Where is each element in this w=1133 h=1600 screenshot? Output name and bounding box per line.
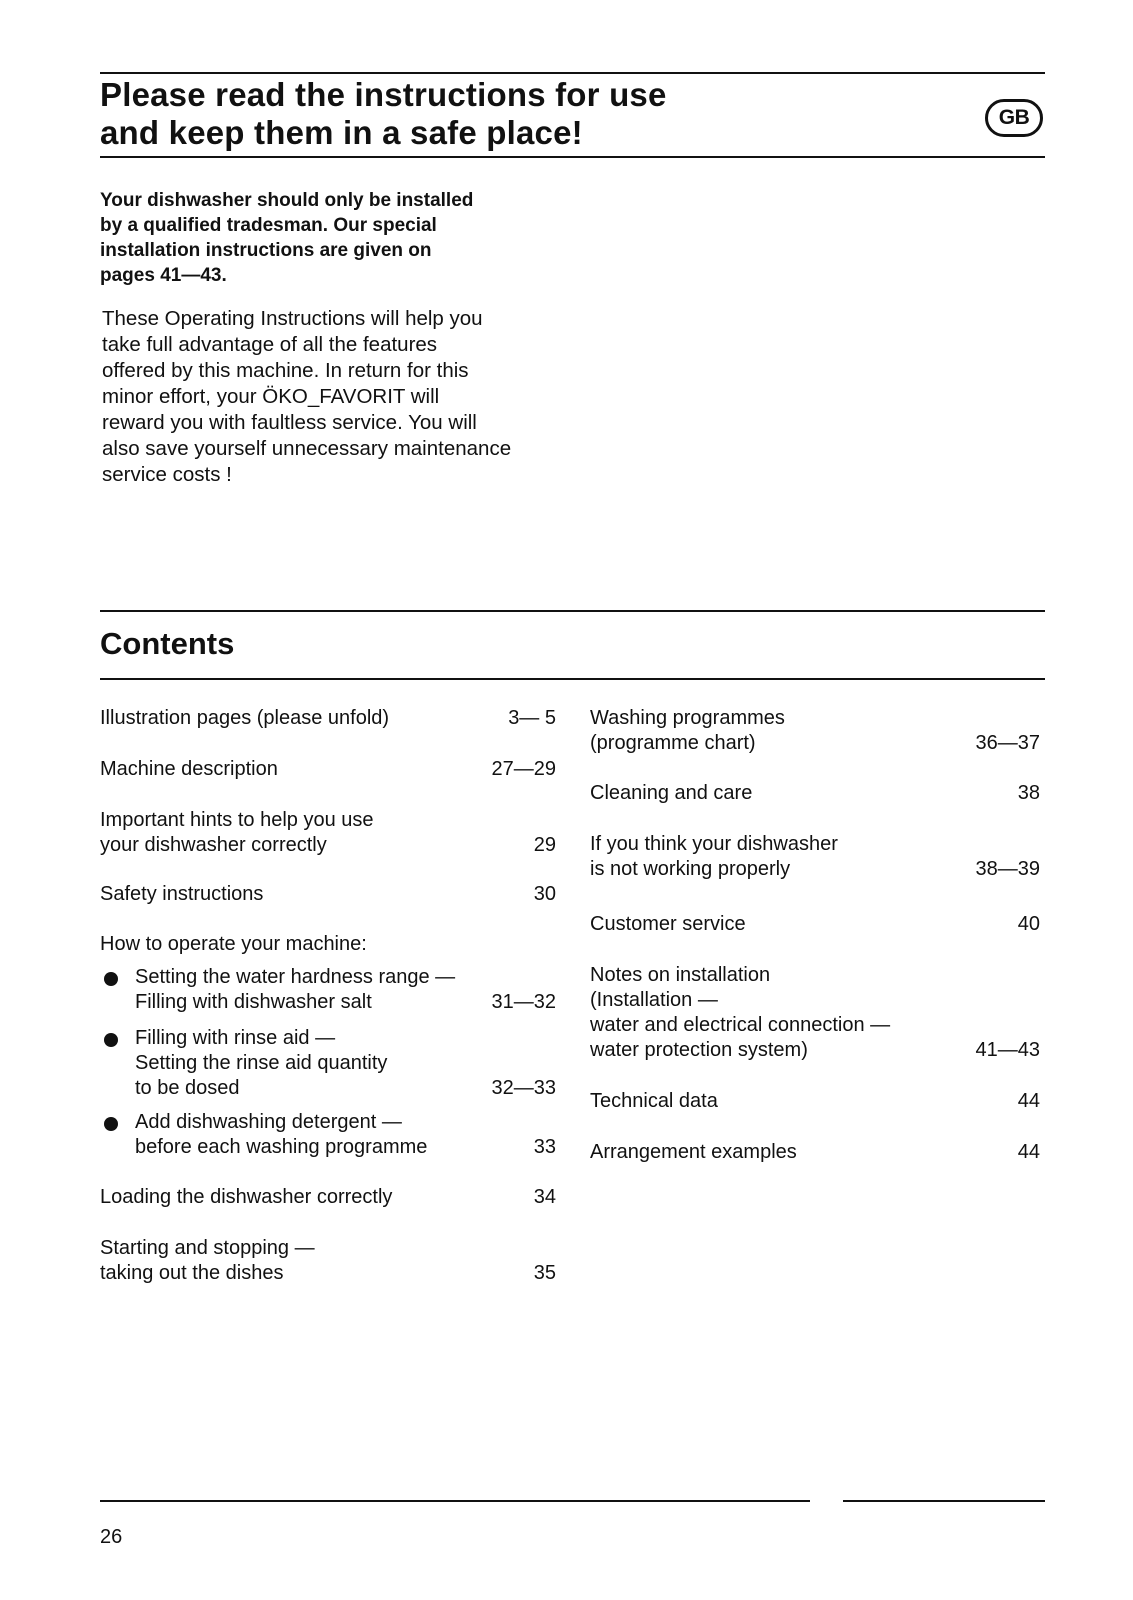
toc-entry-page: 31—32 <box>491 991 556 1013</box>
toc-entry-page: 38—39 <box>975 858 1040 880</box>
toc-entry-page: 30 <box>533 883 556 905</box>
installation-note: Your dishwasher should only be installed by a qualified tradesman. Our special installation instructions are given on pages 41—43. <box>100 190 474 286</box>
toc-entry <box>590 1089 1040 1114</box>
toc-entry <box>590 963 1040 1063</box>
toc-entry-page: 44 <box>1017 1090 1040 1112</box>
toc-entry <box>135 965 556 1015</box>
toc-entry <box>590 1140 1040 1165</box>
toc-entry-page: 33 <box>533 1136 556 1158</box>
toc-entry <box>100 808 556 858</box>
footer-rule-right <box>843 1500 1045 1502</box>
toc-entry-text: Safety instructions <box>100 883 264 905</box>
gb-badge-label: GB <box>998 106 1030 129</box>
gb-country-badge <box>985 99 1043 137</box>
page-number: 26 <box>100 1526 123 1548</box>
bullet-icon <box>104 1117 118 1131</box>
page-heading <box>100 76 667 152</box>
contents-top-rule <box>100 610 1045 612</box>
toc-entry-page: 44 <box>1017 1141 1040 1163</box>
contents-title: Contents <box>100 626 235 661</box>
header-top-rule <box>100 72 1045 74</box>
contents-bottom-rule <box>100 678 1045 680</box>
toc-entry <box>100 1185 556 1210</box>
toc-entry <box>135 1110 556 1160</box>
toc-entry-text: Setting the water hardness range — Filling with dishwasher salt <box>135 966 456 1013</box>
toc-entry-page: 34 <box>533 1186 556 1208</box>
bullet-icon <box>104 1033 118 1047</box>
toc-entry <box>100 706 556 731</box>
toc-entry <box>135 1026 556 1101</box>
bullet-icon <box>104 972 118 986</box>
toc-entry-text: Notes on installation (Installation — water and electrical connection — water protection system) <box>590 964 891 1061</box>
toc-entry-text: Starting and stopping — taking out the dishes <box>100 1237 315 1284</box>
toc-entry-page: 3— 5 <box>508 707 556 729</box>
toc-entry-text: If you think your dishwasher is not working properly <box>590 833 838 880</box>
toc-entry-text: Loading the dishwasher correctly <box>100 1186 393 1208</box>
toc-entry-page: 29 <box>533 834 556 856</box>
intro-paragraph: These Operating Instructions will help you take full advantage of all the features offered by this machine. In return for this minor effort, your ÖKO_FAVORIT will reward you with faultless service. You will also save yourself unnecessary maintenance service costs ! <box>102 307 512 486</box>
toc-entry-page: 32—33 <box>491 1077 556 1099</box>
toc-entry-text: Customer service <box>590 913 746 935</box>
toc-entry <box>590 832 1040 882</box>
heading-line-2: and keep them in a safe place! <box>100 114 583 151</box>
toc-entry-text: Add dishwashing detergent — before each washing programme <box>135 1111 428 1158</box>
toc-entry-page: 40 <box>1017 913 1040 935</box>
toc-entry-page: 35 <box>533 1262 556 1284</box>
heading-line-1: Please read the instructions for use <box>100 76 667 113</box>
toc-entry <box>590 912 1040 937</box>
toc-entry-page: 36—37 <box>975 732 1040 754</box>
toc-section-heading <box>100 932 556 957</box>
toc-entry-page: 27—29 <box>491 758 556 780</box>
toc-entry-text: Machine description <box>100 758 278 780</box>
toc-entry <box>590 706 1040 756</box>
header-bottom-rule <box>100 156 1045 158</box>
toc-entry-text: Filling with rinse aid — Setting the rinse aid quantity to be dosed <box>135 1027 388 1099</box>
toc-entry-page: 38 <box>1017 782 1040 804</box>
toc-entry-text: Washing programmes (programme chart) <box>590 707 785 754</box>
toc-entry-text: Technical data <box>590 1090 718 1112</box>
toc-entry <box>100 882 556 907</box>
toc-entry-page: 41—43 <box>975 1039 1040 1061</box>
toc-entry <box>100 757 556 782</box>
toc-entry-text: Important hints to help you use your dishwasher correctly <box>100 809 374 856</box>
toc-entry-text: Cleaning and care <box>590 782 753 804</box>
toc-entry-text: Illustration pages (please unfold) <box>100 707 390 729</box>
toc-entry <box>100 1236 556 1286</box>
toc-entry <box>590 781 1040 806</box>
footer-rule-left <box>100 1500 810 1502</box>
toc-entry-text: How to operate your machine: <box>100 933 367 955</box>
toc-entry-text: Arrangement examples <box>590 1141 797 1163</box>
